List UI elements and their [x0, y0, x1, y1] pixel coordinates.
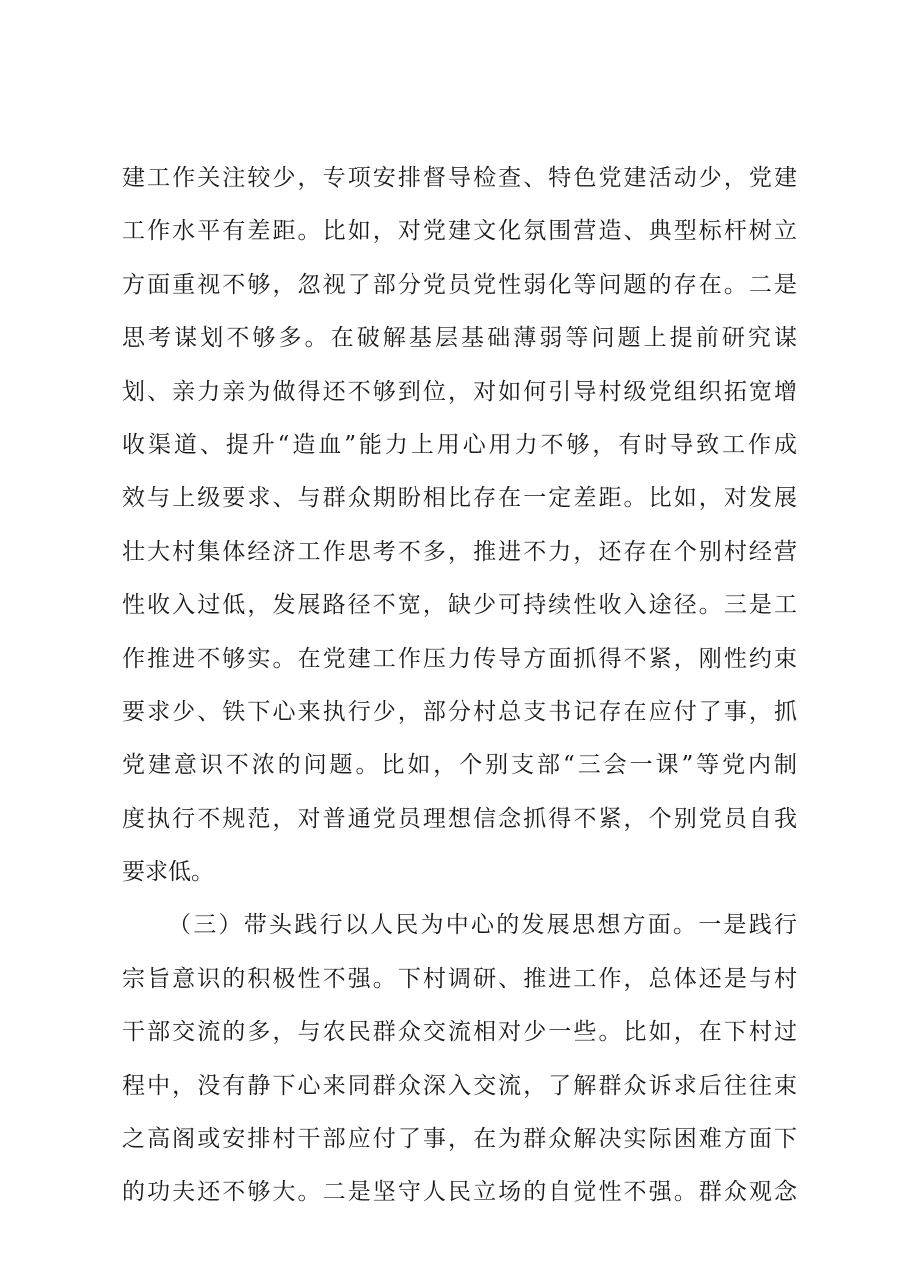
text-line: 壮大村集体经济工作思考不多，推进不力，还存在个别村经营 [122, 538, 797, 565]
text-line: 作推进不够实。在党建工作压力传导方面抓得不紧，刚性约束 [122, 645, 797, 672]
text-line-paragraph-end: 要求低。 [122, 859, 214, 886]
text-line: 宗旨意识的积极性不强。下村调研、推进工作，总体还是与村 [122, 965, 797, 992]
text-line: 方面重视不够，忽视了部分党员党性弱化等问题的存在。二是 [122, 271, 797, 298]
text-line: 要求少、铁下心来执行少，部分村总支书记存在应付了事，抓 [122, 698, 797, 725]
text-line: 效与上级要求、与群众期盼相比存在一定差距。比如，对发展 [122, 485, 797, 512]
text-line: 干部交流的多，与农民群众交流相对少一些。比如，在下村过 [122, 1019, 797, 1046]
text-line: 建工作关注较少，专项安排督导检查、特色党建活动少，党建 [122, 165, 797, 191]
text-line-section-heading: （三）带头践行以人民为中心的发展思想方面。一是践行 [168, 912, 797, 939]
text-line: 之高阁或安排村干部应付了事，在为群众解决实际困难方面下 [122, 1126, 797, 1153]
text-line: 划、亲力亲为做得还不够到位，对如何引导村级党组织拓宽增 [122, 378, 797, 405]
text-line: 程中，没有静下心来同群众深入交流，了解群众诉求后往往束 [122, 1072, 797, 1099]
text-line: 思考谋划不够多。在破解基层基础薄弱等问题上提前研究谋 [122, 325, 797, 352]
text-line: 收渠道、提升“造血”能力上用心用力不够，有时导致工作成 [122, 431, 797, 458]
text-line: 的功夫还不够大。二是坚守人民立场的自觉性不强。群众观念 [122, 1179, 797, 1206]
text-line: 度执行不规范，对普通党员理想信念抓得不紧，个别党员自我 [122, 805, 797, 832]
text-line: 党建意识不浓的问题。比如，个别支部“三会一课”等党内制 [122, 752, 797, 779]
text-line: 工作水平有差距。比如，对党建文化氛围营造、典型标杆树立 [122, 218, 797, 245]
text-line: 性收入过低，发展路径不宽，缺少可持续性收入途径。三是工 [122, 592, 797, 619]
body-text [122, 152, 797, 1220]
